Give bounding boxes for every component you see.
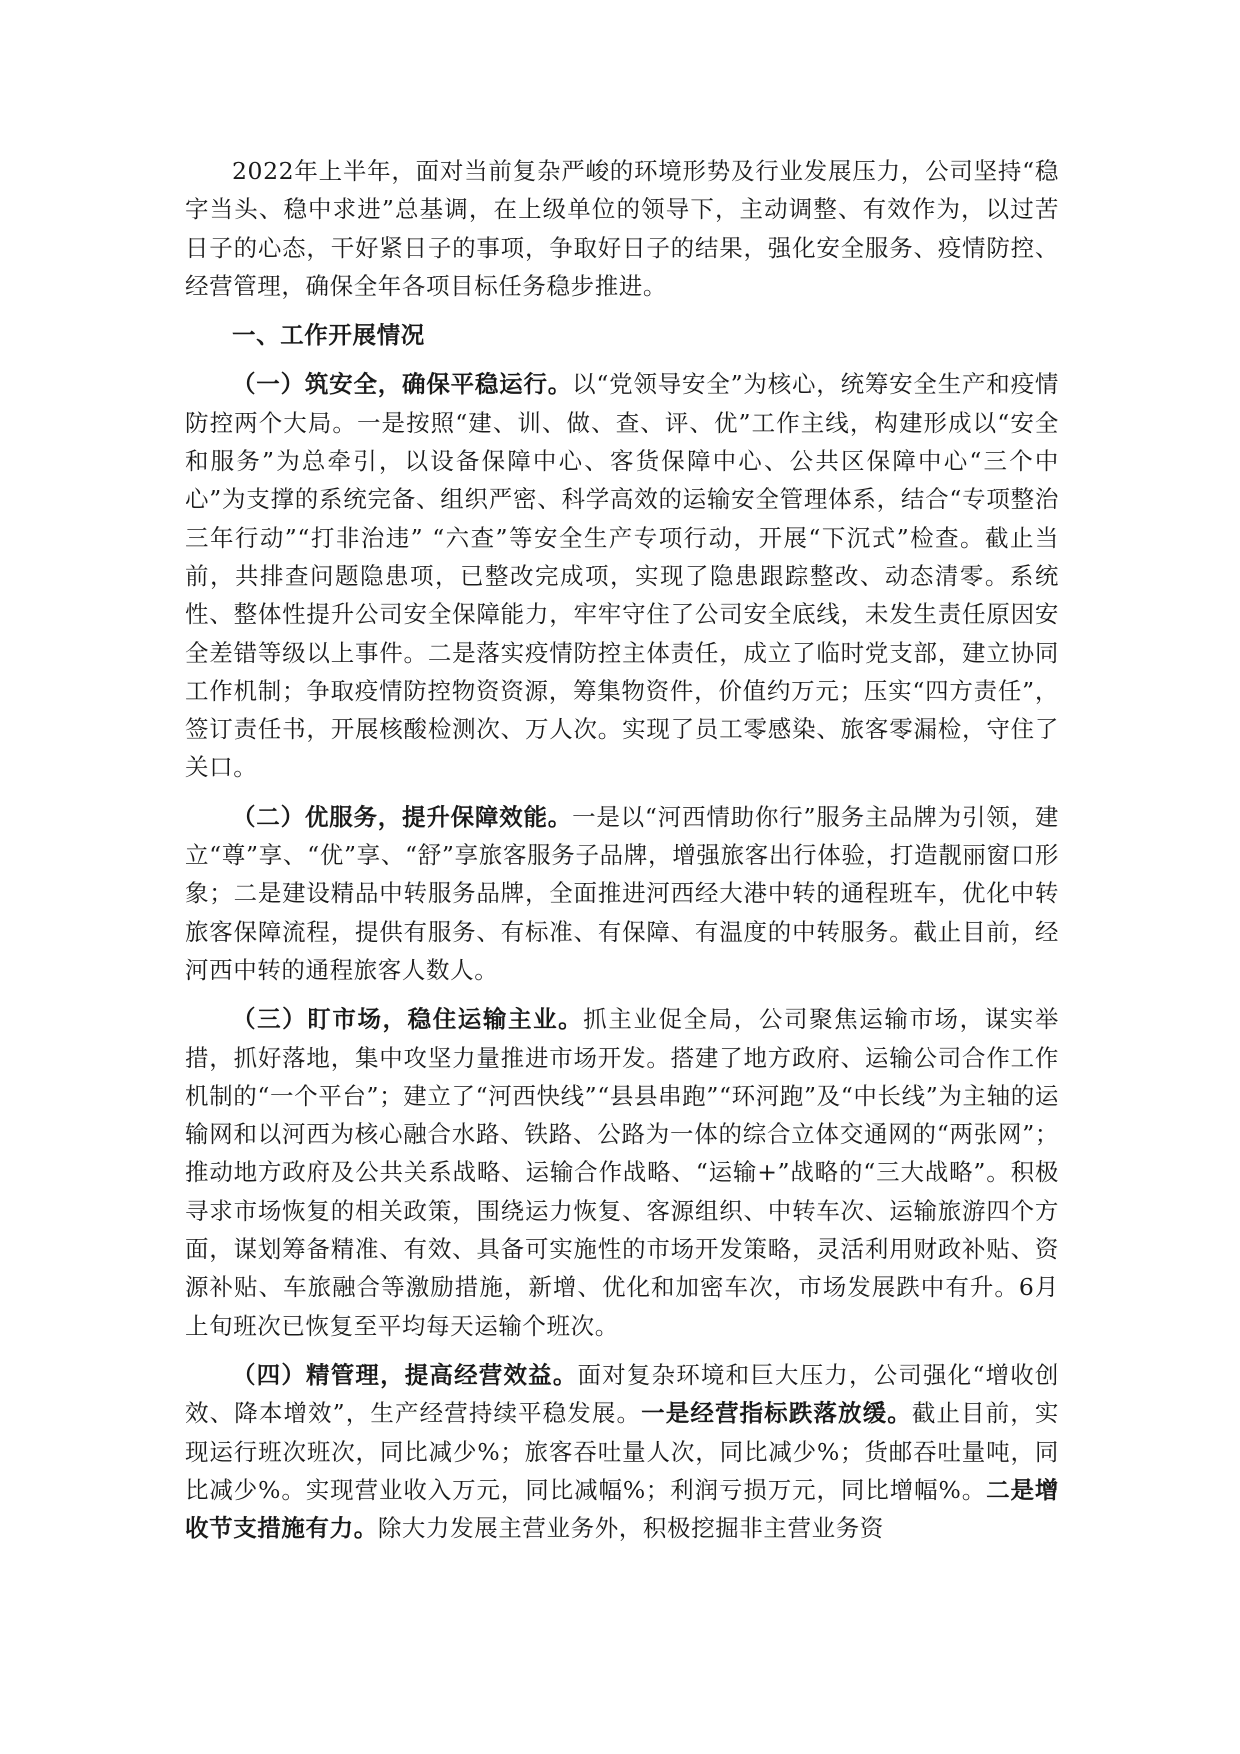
bold-lead-text: （二）优服务，提升保障效能。 <box>232 802 573 831</box>
body-text: 以“党领导安全”为核心，统筹安全生产和疫情防控两个大局。一是按照“建、训、做、查、评、优”工作主线，构建形成以“安全和服务”为总牵引，以设备保障中心、客货保障中心、公共区保障中心“三个中心”为支撑的系统完备、组织严密、科学高效的运输安全管理体系，结合“专项整治三年行动”“打非治违” “六查”等安全生产专项行动，开展“下沉式”检查。截止当前，共排查问题隐患项，已整改完成项，实现了隐患跟踪整改、动态清零。系统性、整体性提升公司安全保障能力，牢牢守住了公司安全底线，未发生责任原因安全差错等级以上事件。二是落实疫情防控主体责任，成立了临时党支部，建立协同工作机制；争取疫情防控物资资源，筹集物资件，价值约万元；压实“四方责任”，签订责任书，开展核酸检测次、万人次。实现了员工零感染、旅客零漏检，守住了关口。 <box>185 370 1059 782</box>
bold-lead-text: 二是增收节支措施有力。 <box>185 1475 1059 1543</box>
body-text: 截止目前，实现运行班次班次，同比减少%；旅客吞吐量人次，同比减少%；货邮吞吐量吨，同比减少%。实现营业收入万元，同比减幅%；利润亏损万元，同比增幅%。 <box>185 1399 1059 1504</box>
bold-lead-text: 一是经营指标跌落放缓。 <box>641 1399 912 1428</box>
body-text: 面对复杂环境和巨大压力，公司强化“增收创效、降本增效”，生产经营持续平稳发展。 <box>185 1360 1059 1428</box>
body-text: 抓主业促全局，公司聚焦运输市场，谋实举措，抓好落地，集中攻坚力量推进市场开发。搭建了地方政府、运输公司合作工作机制的“一个平台”；建立了“河西快线”“县县串跑”“环河跑”及“中长线”为主轴的运输网和以河西为核心融合水路、铁路、公路为一体的综合立体交通网的“两张网”；推动地方政府及公共关系战略、运输合作战略、“运输+”战略的“三大战略”。积极寻求市场恢复的相关政策，围绕运力恢复、客源组织、中转车次、运输旅游四个方面，谋划筹备精准、有效、具备可实施性的市场开发策略，灵活利用财政补贴、资源补贴、车旅融合等激励措施，新增、优化和加密车次，市场发展跌中有升。6月上旬班次已恢复至平均每天运输个班次。 <box>185 1005 1059 1340</box>
body-text: 除大力发展主营业务外，积极挖掘非主营业务资 <box>377 1514 884 1543</box>
bold-lead-text: （一）筑安全，确保平稳运行。 <box>232 370 573 399</box>
subsection-paragraph <box>185 365 1059 786</box>
subsection-paragraph <box>185 1000 1059 1345</box>
body-text: 一是以“河西情助你行”服务主品牌为引领，建立“尊”享、“优”享、“舒”享旅客服务子品牌，增强旅客出行体验，打造靓丽窗口形象；二是建设精品中转服务品牌，全面推进河西经大港中转的通程班车，优化中转旅客保障流程，提供有服务、有标准、有保障、有温度的中转服务。截止目前，经河西中转的通程旅客人数人。 <box>185 802 1059 984</box>
section-heading: 一、工作开展情况 <box>232 321 425 350</box>
bold-lead-text: （三）盯市场，稳住运输主业。 <box>232 1005 584 1034</box>
subsection-paragraph <box>185 1356 1059 1547</box>
subsections <box>185 365 1059 1547</box>
bold-lead-text: （四）精管理，提高经营效益。 <box>232 1360 578 1389</box>
subsection-paragraph <box>185 798 1059 989</box>
intro-paragraph: 2022年上半年，面对当前复杂严峻的环境形势及行业发展压力，公司坚持“稳字当头、稳中求进”总基调，在上级单位的领导下，主动调整、有效作为，以过苦日子的心态，干好紧日子的事项，争取好日子的结果，强化安全服务、疫情防控、经营管理，确保全年各项目标任务稳步推进。 <box>185 157 1059 300</box>
document-page <box>185 152 1059 1558</box>
